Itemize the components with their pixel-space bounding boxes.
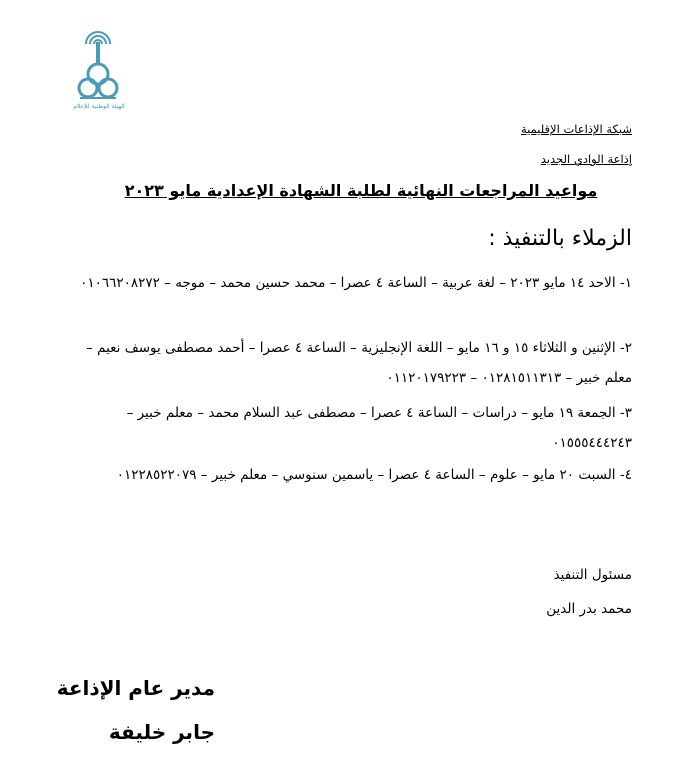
schedule-item: ١- الاحد ١٤ مايو ٢٠٢٣ – لغة عربية – الساعة ٤ عصرا – محمد حسين محمد – موجه – ٠١٠٦٦٢٠٨٢٧٢ xyxy=(80,275,632,291)
document-title: مواعيد المراجعات النهائية لطلبة الشهادة الإعدادية مايو ٢٠٢٣ xyxy=(124,181,598,200)
schedule-item: ٢- الإثنين و الثلاثاء ١٥ و ١٦ مايو – اللغة الإنجليزية – الساعة ٤ عصرا – أحمد مصطفى يوسف نعيم – معلم خبير – ٠١٢٨١٥١١٣١٣ – ٠١١٢٠١٧٩٢٢٣ xyxy=(86,340,632,386)
responsible-name: محمد بدر الدين xyxy=(546,601,632,617)
logo-caption: الهيئة الوطنية للإعلام xyxy=(73,103,125,110)
schedule-item: ٣- الجمعة ١٩ مايو – دراسات – الساعة ٤ عصرا – مصطفى عبد السلام محمد – معلم خبير – ٠١٥٥٥٤٤٤٢٤٣ xyxy=(126,405,632,451)
responsible-label: مسئول التنفيذ xyxy=(553,567,632,583)
manager-title: مدير عام الإذاعة xyxy=(56,676,215,700)
addressee: الزملاء بالتنفيذ : xyxy=(488,226,632,251)
schedule-item: ٤- السبت ٢٠ مايو – علوم – الساعة ٤ عصرا – ياسمين سنوسي – معلم خبير – ٠١٢٢٨٥٢٢٠٧٩ xyxy=(116,467,632,483)
manager-name: جابر خليفة xyxy=(108,720,215,744)
network-name: شبكة الإذاعات الإقليمية xyxy=(520,122,632,136)
broadcast-tower-logo xyxy=(70,22,126,114)
station-name: إذاعة الوادي الجديد xyxy=(540,152,632,166)
